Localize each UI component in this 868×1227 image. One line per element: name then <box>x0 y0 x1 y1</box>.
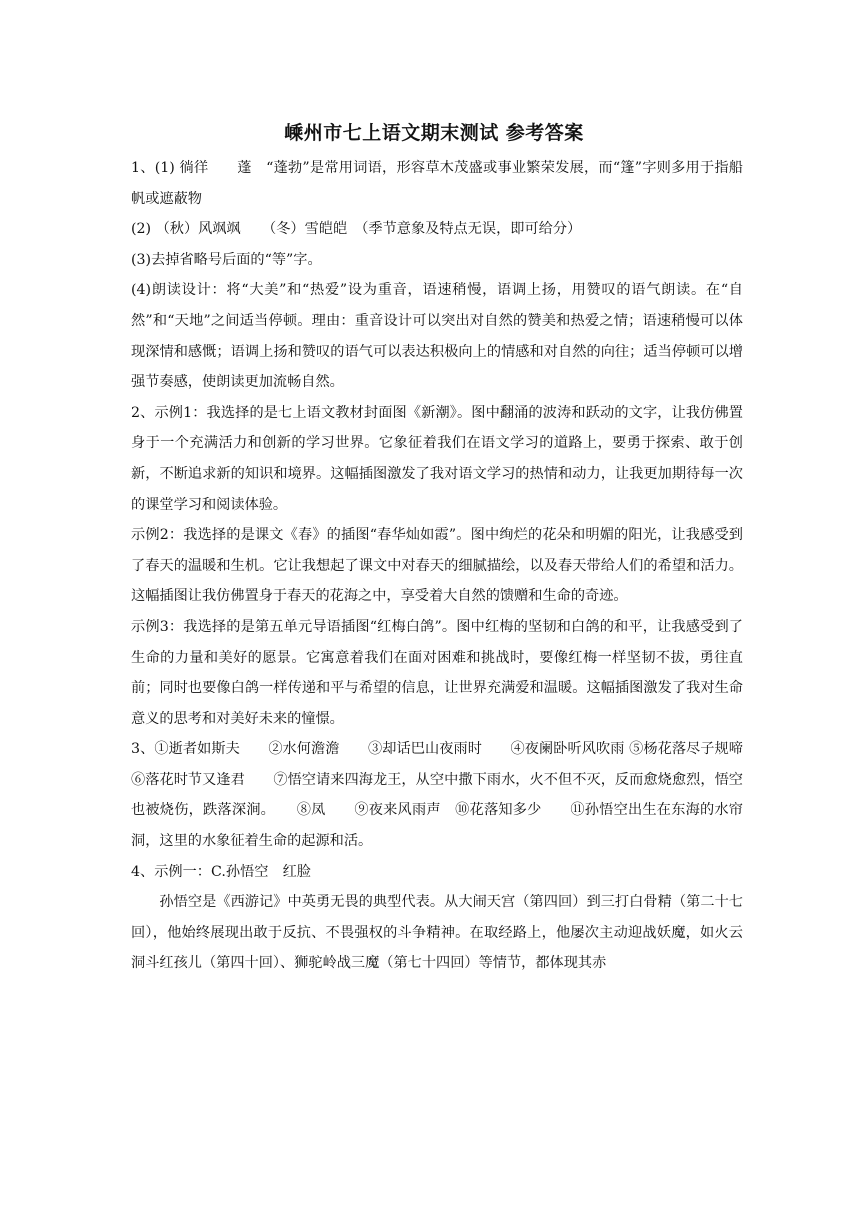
answer-2-example-2: 示例2：我选择的是课文《春》的插图“春华灿如霞”。图中绚烂的花朵和明媚的阳光，让我感受到了春天的温暖和生机。它让我想起了课文中对春天的细腻描绘，以及春天带给人们的希望和活力。这幅插图让我仿佛置身于春天的花海之中，享受着大自然的馈赠和生命的奇迹。 <box>131 527 743 605</box>
document-title: 嵊州市七上语文期末测试 参考答案 <box>284 122 584 144</box>
answer-2-example-3: 示例3：我选择的是第五单元导语插图“红梅白鸽”。图中红梅的坚韧和白鸽的和平，让我感受到了生命的力量和美好的愿景。它寓意着我们在面对困难和挑战时，要像红梅一样坚韧不拔，勇往直前；同时也要像白鸽一样传递和平与希望的信息，让世界充满爱和温暖。这幅插图激发了我对生命意义的思考和对美好未来的憧憬。 <box>131 618 743 727</box>
document-body <box>131 153 772 979</box>
answer-3: 3、①逝者如斯夫 ②水何澹澹 ③却话巴山夜雨时 ④夜阑卧听风吹雨 ⑤杨花落尽子规啼 ⑥落花时节又逢君 ⑦悟空请来四海龙王，从空中撒下雨水，火不但不灭，反而愈烧愈烈，悟空也被烧伤，跌落深涧。 ⑧凤 ⑨夜来风雨声 ⑩花落知多少 ⑪孙悟空出生在东海的水帘洞，这里的水象征着生命的起源和活。 <box>131 741 772 850</box>
answer-1-part-3: (3)去掉省略号后面的“等”字。 <box>131 251 322 268</box>
answer-1-part-1: 1、(1) 徜徉 蓬 “蓬勃”是常用词语，形容草木茂盛或事业繁荣发展，而“篷”字则多用于指船帆或遮蔽物 <box>131 160 743 207</box>
answer-4-body: 孙悟空是《西游记》中英勇无畏的典型代表。从大闹天宫（第四回）到三打白骨精（第二十七回），他始终展现出敢于反抗、不畏强权的斗争精神。在取经路上，他屡次主动迎战妖魔，如火云洞斗红孩儿（第四十回）、狮驼岭战三魔（第七十四回）等情节，都体现其赤 <box>131 894 743 972</box>
answer-2-example-1: 2、示例1：我选择的是七上语文教材封面图《新潮》。图中翻涌的波涛和跃动的文字，让我仿佛置身于一个充满活力和创新的学习世界。它象征着我们在语文学习的道路上，要勇于探索、敢于创新，不断追求新的知识和境界。这幅插图激发了我对语文学习的热情和动力，让我更加期待每一次的课堂学习和阅读体验。 <box>131 404 743 513</box>
answer-4-heading: 4、示例一：C.孙悟空 红脸 <box>131 863 311 880</box>
answer-1-part-4: (4)朗读设计：将“大美”和“热爱”设为重音，语速稍慢，语调上扬，用赞叹的语气朗读。在“自然”和“天地”之间适当停顿。理由：重音设计可以突出对自然的赞美和热爱之情；语速稍慢可以体现深情和感慨；语调上扬和赞叹的语气可以表达积极向上的情感和对自然的向往；适当停顿可以增强节奏感，使朗读更加流畅自然。 <box>131 282 743 391</box>
answer-1-part-2: (2) （秋）风飒飒 （冬）雪皑皑 （季节意象及特点无误，即可给分） <box>131 221 582 238</box>
